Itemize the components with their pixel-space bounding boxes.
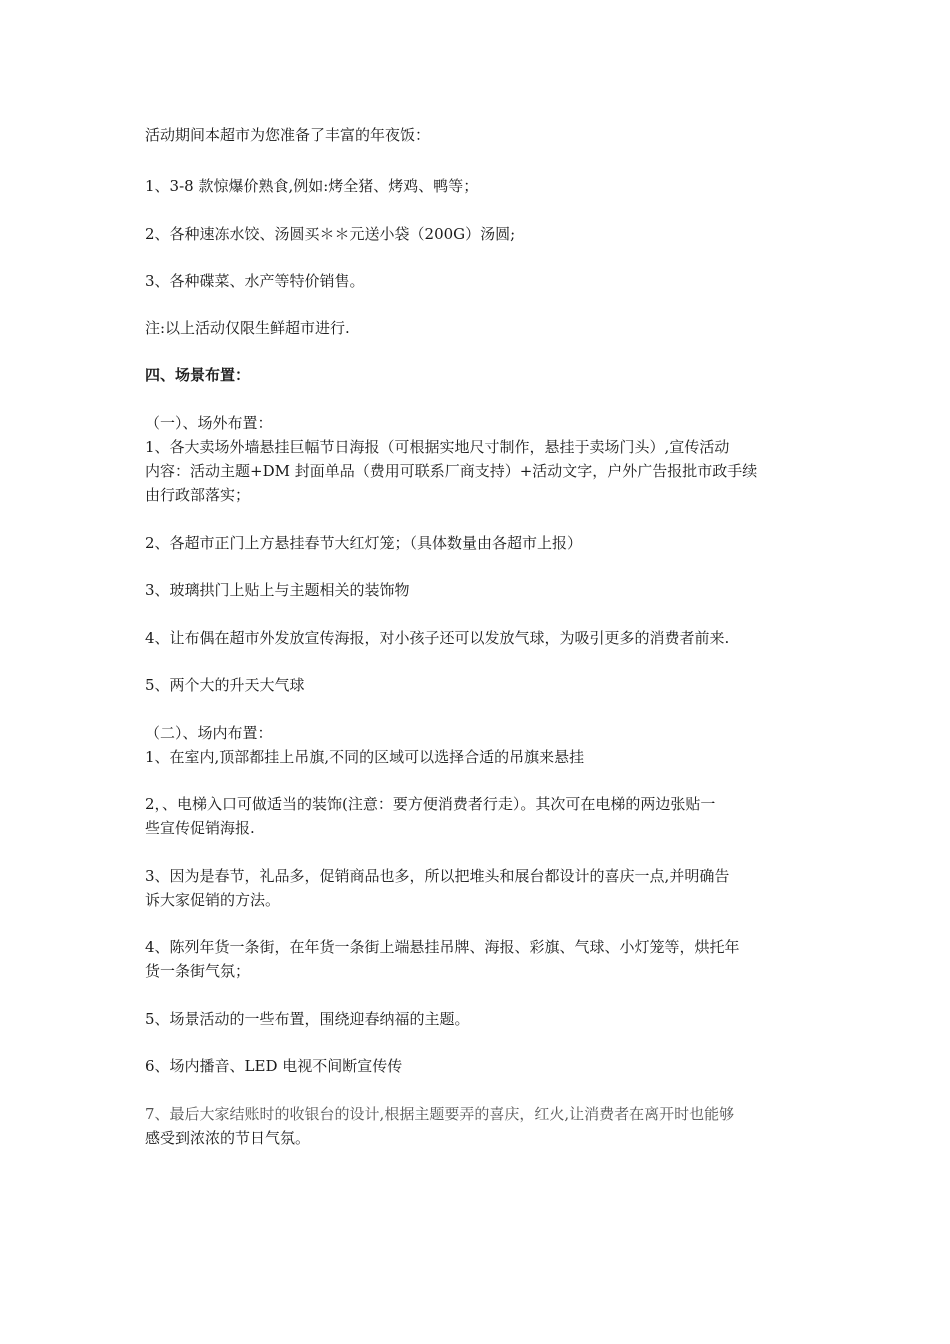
indoor-item-4-line-1: 4、陈列年货一条街，在年货一条街上端悬挂吊牌、海报、彩旗、气球、小灯笼等，烘托年 bbox=[145, 938, 740, 956]
indoor-item-2-line-2: 些宣传促销海报. bbox=[145, 819, 255, 837]
dinner-item-3: 3、各种碟菜、水产等特价销售。 bbox=[145, 272, 365, 290]
indoor-item-3-line-1: 3、因为是春节，礼品多，促销商品也多，所以把堆头和展台都设计的喜庆一点,并明确告 bbox=[145, 867, 730, 885]
outdoor-item-2: 2、各超市正门上方悬挂春节大红灯笼；（具体数量由各超市上报） bbox=[145, 534, 583, 552]
section-heading: 四、场景布置： bbox=[145, 366, 251, 384]
indoor-item-1: 1、在室内,顶部都挂上吊旗,不同的区域可以选择合适的吊旗来悬挂 bbox=[145, 748, 585, 766]
indoor-item-5: 5、场景活动的一些布置，围绕迎春纳福的主题。 bbox=[145, 1010, 470, 1028]
outdoor-item-3: 3、玻璃拱门上贴上与主题相关的装饰物 bbox=[145, 581, 410, 599]
outdoor-item-4: 4、让布偶在超市外发放宣传海报，对小孩子还可以发放气球，为吸引更多的消费者前来. bbox=[145, 629, 730, 647]
indoor-item-6: 6、场内播音、LED 电视不间断宣传传 bbox=[145, 1057, 403, 1075]
outdoor-item-5: 5、两个大的升天大气球 bbox=[145, 676, 305, 694]
indoor-heading: （二）、场内布置： bbox=[145, 724, 273, 742]
indoor-item-4-line-2: 货一条街气氛； bbox=[145, 962, 251, 980]
indoor-item-2-line-1: 2，、电梯入口可做适当的装饰(注意：要方便消费者行走）。其次可在电梯的两边张贴一 bbox=[145, 795, 716, 813]
indoor-item-7-line-1: 7、最后大家结账时的收银台的设计,根据主题要弄的喜庆，红火,让消费者在离开时也能够 bbox=[145, 1105, 735, 1123]
indoor-item-3-line-2: 诉大家促销的方法。 bbox=[145, 891, 281, 909]
dinner-item-1: 1、3-8 款惊爆价熟食,例如:烤全猪、烤鸡、鸭等； bbox=[145, 177, 479, 195]
dinner-item-2: 2、各种速冻水饺、汤圆买＊＊元送小袋（200G）汤圆; bbox=[145, 225, 516, 243]
intro-text: 活动期间本超市为您准备了丰富的年夜饭： bbox=[145, 126, 431, 144]
indoor-item-7-line-2: 感受到浓浓的节日气氛。 bbox=[145, 1129, 311, 1147]
outdoor-heading: （一）、场外布置： bbox=[145, 414, 273, 432]
outdoor-item-1-line-2: 内容：活动主题+DM 封面单品（费用可联系厂商支持）+活动文字，户外广告报批市政手续 bbox=[145, 462, 758, 480]
outdoor-item-1-line-1: 1、各大卖场外墙悬挂巨幅节日海报（可根据实地尺寸制作，悬挂于卖场门头）,宣传活动 bbox=[145, 438, 730, 456]
note-text: 注:以上活动仅限生鲜超市进行. bbox=[145, 319, 350, 337]
outdoor-item-1-line-3: 由行政部落实； bbox=[145, 486, 251, 504]
